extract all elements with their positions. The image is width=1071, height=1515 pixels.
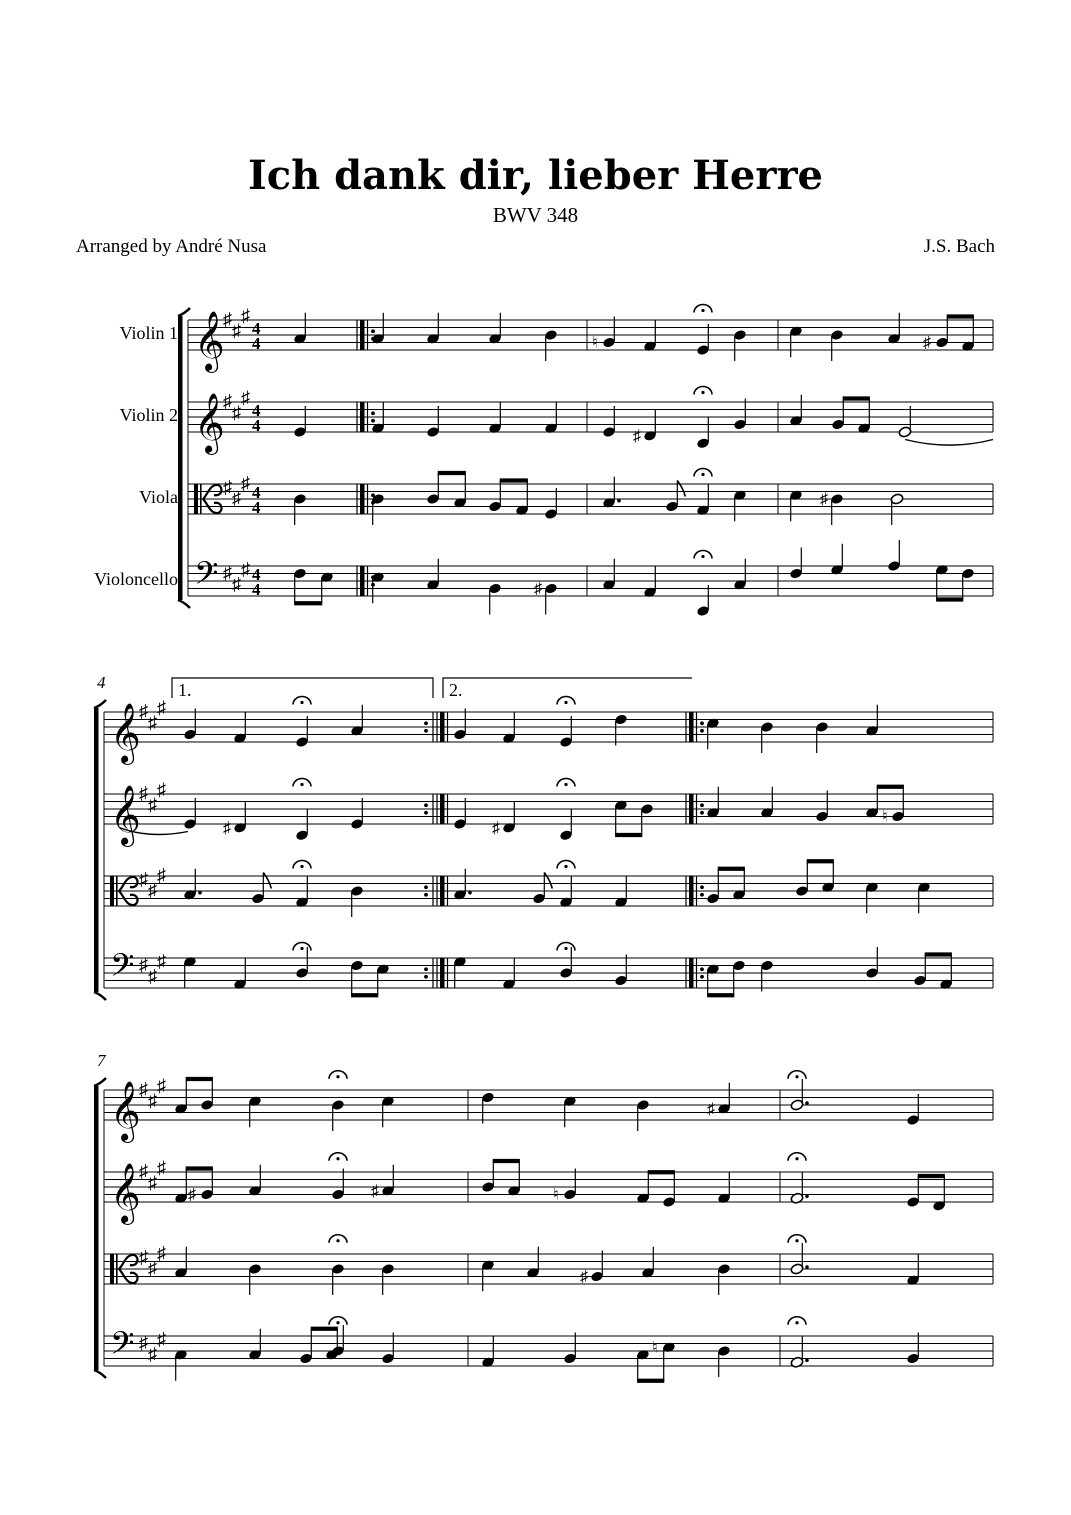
thick-barline (440, 712, 445, 742)
time-signature-denominator: 4 (252, 334, 261, 353)
system-bracket (178, 316, 183, 600)
fermata-dot (795, 1321, 798, 1324)
sharp-icon: ♯ (232, 320, 241, 341)
sharp-icon: ♯ (241, 558, 250, 579)
sharp-icon: ♯ (633, 427, 641, 445)
sharp-icon: ♯ (232, 488, 241, 508)
note-flag (263, 873, 271, 889)
repeat-dot (424, 729, 428, 733)
fermata-dot (336, 1239, 339, 1242)
volta-bracket-2 (443, 678, 692, 698)
system-2 (94, 673, 993, 1000)
repeat-dot (424, 803, 428, 807)
thick-barline (440, 876, 445, 906)
thick-barline (360, 320, 365, 350)
bracket-hook (94, 992, 106, 1000)
sharp-icon: ♯ (223, 391, 232, 411)
sharp-icon: ♯ (534, 580, 542, 598)
fermata-dot (300, 701, 303, 704)
time-signature-denominator: 4 (252, 416, 261, 435)
system-bracket (94, 708, 99, 992)
sharp-icon: ♯ (580, 1268, 588, 1286)
natural-icon: ♮ (553, 1186, 559, 1204)
time-signature-denominator: 4 (252, 580, 261, 599)
thick-barline (360, 566, 365, 596)
time-signature-numerator: 4 (252, 319, 261, 338)
tie-arc (905, 440, 993, 446)
sharp-icon: ♯ (492, 819, 500, 837)
fermata-dot (300, 865, 303, 868)
instrument-name: Viola (139, 487, 178, 507)
augmentation-dot (805, 1358, 809, 1362)
fermata-dot (336, 1075, 339, 1078)
repeat-dot (424, 885, 428, 889)
fermata-dot (336, 1321, 339, 1324)
fermata-dot (564, 865, 567, 868)
augmentation-dot (805, 1265, 809, 1269)
staff-4 (104, 1327, 993, 1369)
sharp-icon: ♯ (157, 1157, 166, 1178)
fermata-dot (300, 783, 303, 786)
bracket-hook (94, 1078, 106, 1086)
natural-icon: ♮ (592, 334, 598, 352)
page-title: Ich dank dir, lieber Herre (248, 152, 823, 199)
instrument-name: Violoncello (94, 569, 178, 589)
system-3 (94, 1051, 993, 1381)
repeat-dot (700, 803, 704, 807)
sharp-icon: ♯ (139, 701, 148, 721)
thick-barline (689, 876, 694, 906)
sharp-icon: ♯ (923, 334, 931, 352)
staff-1 (104, 1075, 993, 1143)
time-signature-numerator: 4 (252, 483, 261, 502)
repeat-dot (700, 893, 704, 897)
catalog-number: BWV 348 (492, 203, 579, 227)
augmentation-dot (805, 1101, 809, 1105)
staff-2 (104, 1157, 993, 1225)
augmentation-dot (805, 1194, 809, 1198)
fermata-dot (795, 1157, 798, 1160)
bracket-hook (178, 308, 190, 316)
fermata-dot (564, 783, 567, 786)
sharp-icon: ♯ (148, 1258, 157, 1278)
fermata-dot (564, 947, 567, 950)
repeat-dot (371, 411, 375, 415)
staff-2 (104, 779, 993, 847)
fermata-dot (564, 701, 567, 704)
sharp-icon: ♯ (223, 476, 232, 497)
sharp-icon: ♯ (148, 1343, 157, 1364)
bass-clef-icon: 𝄢 (110, 949, 135, 991)
fermata-dot (795, 1075, 798, 1078)
repeat-dot (700, 967, 704, 971)
augmentation-dot (198, 891, 202, 895)
sharp-icon: ♯ (707, 1100, 715, 1118)
fermata-dot (701, 555, 704, 558)
treble-clef-icon: 𝄞 (194, 313, 225, 370)
sharp-icon: ♯ (188, 1186, 196, 1204)
measure-number: 4 (97, 673, 106, 692)
thick-barline (689, 794, 694, 824)
instrument-name: Violin 1 (119, 323, 178, 343)
sharp-icon: ♯ (157, 779, 166, 800)
sharp-icon: ♯ (241, 387, 250, 408)
composer-credit: J.S. Bach (923, 236, 995, 257)
fermata-dot (701, 473, 704, 476)
sharp-icon: ♯ (157, 1328, 166, 1349)
treble-clef-icon: 𝄞 (110, 1165, 141, 1222)
bracket-hook (178, 600, 190, 608)
sharp-icon: ♯ (241, 305, 250, 326)
natural-icon: ♮ (652, 1339, 658, 1357)
sharp-icon: ♯ (148, 794, 157, 815)
sharp-icon: ♯ (820, 491, 828, 508)
staff-4 (94, 557, 993, 599)
measure-number: 7 (97, 1051, 106, 1070)
repeat-dot (700, 729, 704, 733)
sharp-icon: ♯ (157, 1243, 166, 1263)
time-signature-denominator: 4 (252, 498, 261, 517)
volta-label-2: 2. (449, 680, 463, 700)
sharp-icon: ♯ (139, 954, 148, 975)
treble-clef-icon: 𝄞 (110, 705, 141, 762)
sharp-icon: ♯ (148, 1172, 157, 1193)
bass-clef-icon: 𝄢 (110, 1327, 135, 1369)
sharp-icon: ♯ (139, 1161, 148, 1181)
fermata-dot (300, 947, 303, 950)
sharp-icon: ♯ (223, 309, 232, 329)
staff-1 (104, 697, 993, 765)
bracket-hook (94, 1370, 106, 1378)
sharp-icon: ♯ (241, 473, 250, 493)
thick-barline (440, 958, 445, 988)
repeat-dot (424, 967, 428, 971)
volta-label-1: 1. (178, 680, 192, 700)
repeat-dot (424, 975, 428, 979)
bracket-hook (94, 700, 106, 708)
repeat-dot (700, 885, 704, 889)
note-flag (677, 481, 685, 497)
thick-barline (689, 712, 694, 742)
staff-3 (139, 473, 993, 517)
treble-clef-icon: 𝄞 (194, 395, 225, 452)
fermata-dot (795, 1239, 798, 1242)
sharp-icon: ♯ (371, 1182, 379, 1200)
sharp-icon: ♯ (148, 965, 157, 986)
thick-barline (689, 958, 694, 988)
natural-icon: ♮ (882, 808, 888, 826)
sharp-icon: ♯ (139, 1332, 148, 1353)
sharp-icon: ♯ (157, 697, 166, 718)
treble-clef-icon: 𝄞 (110, 1083, 141, 1140)
sharp-icon: ♯ (139, 868, 148, 889)
sharp-icon: ♯ (157, 865, 166, 885)
sharp-icon: ♯ (223, 562, 232, 583)
repeat-dot (424, 811, 428, 815)
sharp-icon: ♯ (139, 783, 148, 803)
time-signature-numerator: 4 (252, 565, 261, 584)
system-1 (94, 305, 993, 618)
sharp-icon: ♯ (232, 573, 241, 594)
instrument-name: Violin 2 (119, 405, 178, 425)
thick-barline (360, 402, 365, 432)
fermata-dot (701, 391, 704, 394)
sharp-icon: ♯ (139, 1079, 148, 1099)
repeat-dot (371, 329, 375, 333)
sharp-icon: ♯ (223, 819, 231, 837)
volta-bracket-1 (172, 678, 433, 698)
staff-3 (104, 865, 993, 906)
sharp-icon: ♯ (232, 402, 241, 423)
augmentation-dot (617, 499, 621, 503)
repeat-dot (371, 419, 375, 423)
sharp-icon: ♯ (148, 880, 157, 900)
repeat-dot (700, 975, 704, 979)
repeat-dot (424, 721, 428, 725)
note-flag (544, 873, 552, 889)
fermata-dot (701, 309, 704, 312)
augmentation-dot (468, 891, 472, 895)
arranger-credit: Arranged by André Nusa (76, 236, 267, 257)
bass-clef-icon: 𝄢 (194, 557, 219, 599)
repeat-dot (700, 811, 704, 815)
sharp-icon: ♯ (157, 1075, 166, 1096)
time-signature-numerator: 4 (252, 401, 261, 420)
system-bracket (94, 1086, 99, 1370)
repeat-dot (424, 893, 428, 897)
sharp-icon: ♯ (148, 712, 157, 733)
fermata-dot (336, 1157, 339, 1160)
treble-clef-icon: 𝄞 (110, 787, 141, 844)
sharp-icon: ♯ (139, 1246, 148, 1267)
thick-barline (360, 484, 365, 514)
repeat-dot (700, 721, 704, 725)
sharp-icon: ♯ (157, 950, 166, 971)
sharp-icon: ♯ (148, 1090, 157, 1111)
staff-1 (120, 305, 993, 373)
staff-3 (104, 1243, 993, 1284)
thick-barline (440, 794, 445, 824)
